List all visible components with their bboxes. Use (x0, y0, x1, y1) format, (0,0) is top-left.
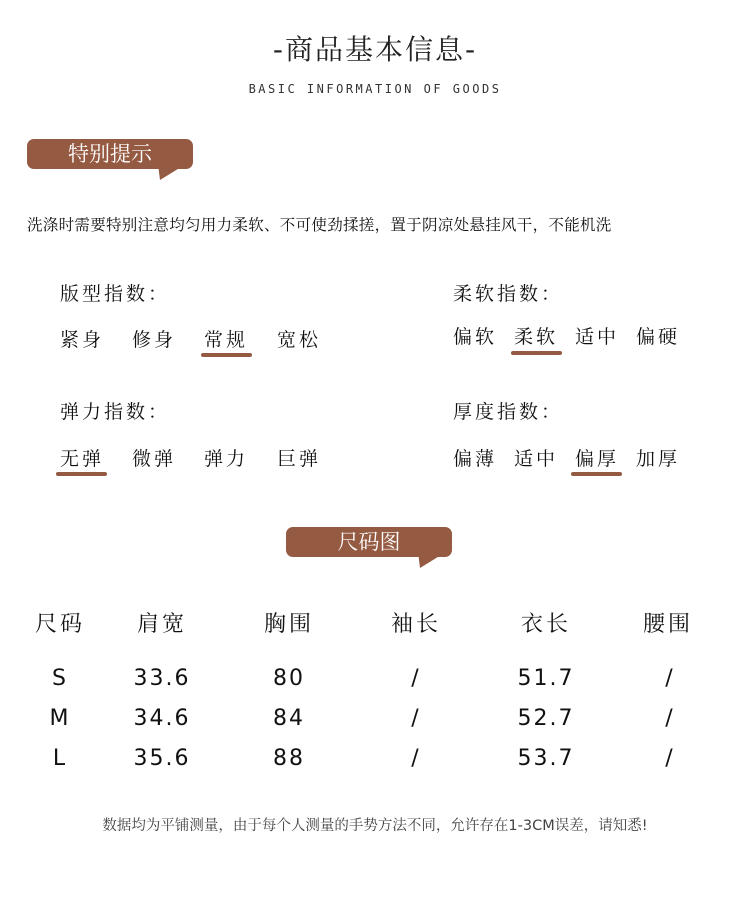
table-cell: S (52, 666, 68, 691)
table-cell: 80 (273, 666, 305, 691)
size-table-header-cell: 胸围 (263, 612, 314, 637)
fit-option: 修身 (132, 329, 177, 351)
softness-selected-underline (511, 351, 562, 355)
size-table-header-cell: 衣长 (520, 612, 571, 637)
table-cell: / (665, 746, 675, 771)
fit-option: 紧身 (60, 329, 105, 351)
softness-index-title: 柔软指数： (453, 283, 564, 305)
size-table-header-cell: 尺码 (34, 612, 85, 637)
table-cell: / (665, 666, 675, 691)
size-chart-banner-tail (410, 552, 450, 570)
elasticity-index-title: 弹力指数： (60, 401, 171, 423)
table-cell: 51.7 (517, 666, 575, 691)
fit-option-selected: 常规 (204, 329, 249, 351)
softness-option: 适中 (575, 326, 620, 348)
notice-banner-tail (150, 164, 190, 182)
softness-option: 偏硬 (636, 326, 681, 348)
size-table-header-cell: 袖长 (390, 612, 441, 637)
care-notice-text: 洗涤时需要特别注意均匀用力柔软、不可使劲揉搓，置于阴凉处悬挂风干，不能机洗 (27, 216, 612, 234)
elasticity-option: 弹力 (204, 448, 249, 470)
softness-option: 偏软 (453, 326, 498, 348)
size-table-header-cell: 肩宽 (136, 612, 187, 637)
thickness-selected-underline (571, 472, 622, 476)
table-cell: L (52, 746, 68, 771)
elasticity-selected-underline (56, 472, 107, 476)
table-cell: / (411, 746, 421, 771)
thickness-option: 偏薄 (453, 448, 498, 470)
table-cell: 88 (273, 746, 305, 771)
table-cell: 52.7 (517, 706, 575, 731)
fit-index-title: 版型指数： (60, 283, 171, 305)
notice-banner-label: 特别提示 (27, 139, 193, 169)
table-cell: / (411, 706, 421, 731)
fit-option: 宽松 (277, 329, 322, 351)
elasticity-option: 微弹 (132, 448, 177, 470)
size-chart-banner-label: 尺码图 (286, 527, 452, 557)
thickness-option: 适中 (514, 448, 559, 470)
elasticity-option: 巨弹 (277, 448, 322, 470)
softness-option-selected: 柔软 (514, 326, 559, 348)
size-table-header-cell: 腰围 (642, 612, 693, 637)
table-cell: M (49, 706, 71, 731)
fit-selected-underline (201, 353, 252, 357)
table-cell: / (411, 666, 421, 691)
table-cell: 84 (273, 706, 305, 731)
table-cell: 35.6 (133, 746, 191, 771)
table-cell: 53.7 (517, 746, 575, 771)
thickness-index-title: 厚度指数： (453, 401, 564, 423)
elasticity-option-selected: 无弹 (60, 448, 105, 470)
measurement-note: 数据均为平铺测量，由于每个人测量的手势方法不同，允许存在1-3CM误差，请知悉! (102, 818, 648, 834)
table-cell: 33.6 (133, 666, 191, 691)
thickness-option-selected: 偏厚 (575, 448, 620, 470)
page-subtitle: BASIC INFORMATION OF GOODS (248, 82, 502, 96)
table-cell: 34.6 (133, 706, 191, 731)
table-cell: / (665, 706, 675, 731)
page-title: -商品基本信息- (272, 33, 478, 66)
thickness-option: 加厚 (636, 448, 681, 470)
